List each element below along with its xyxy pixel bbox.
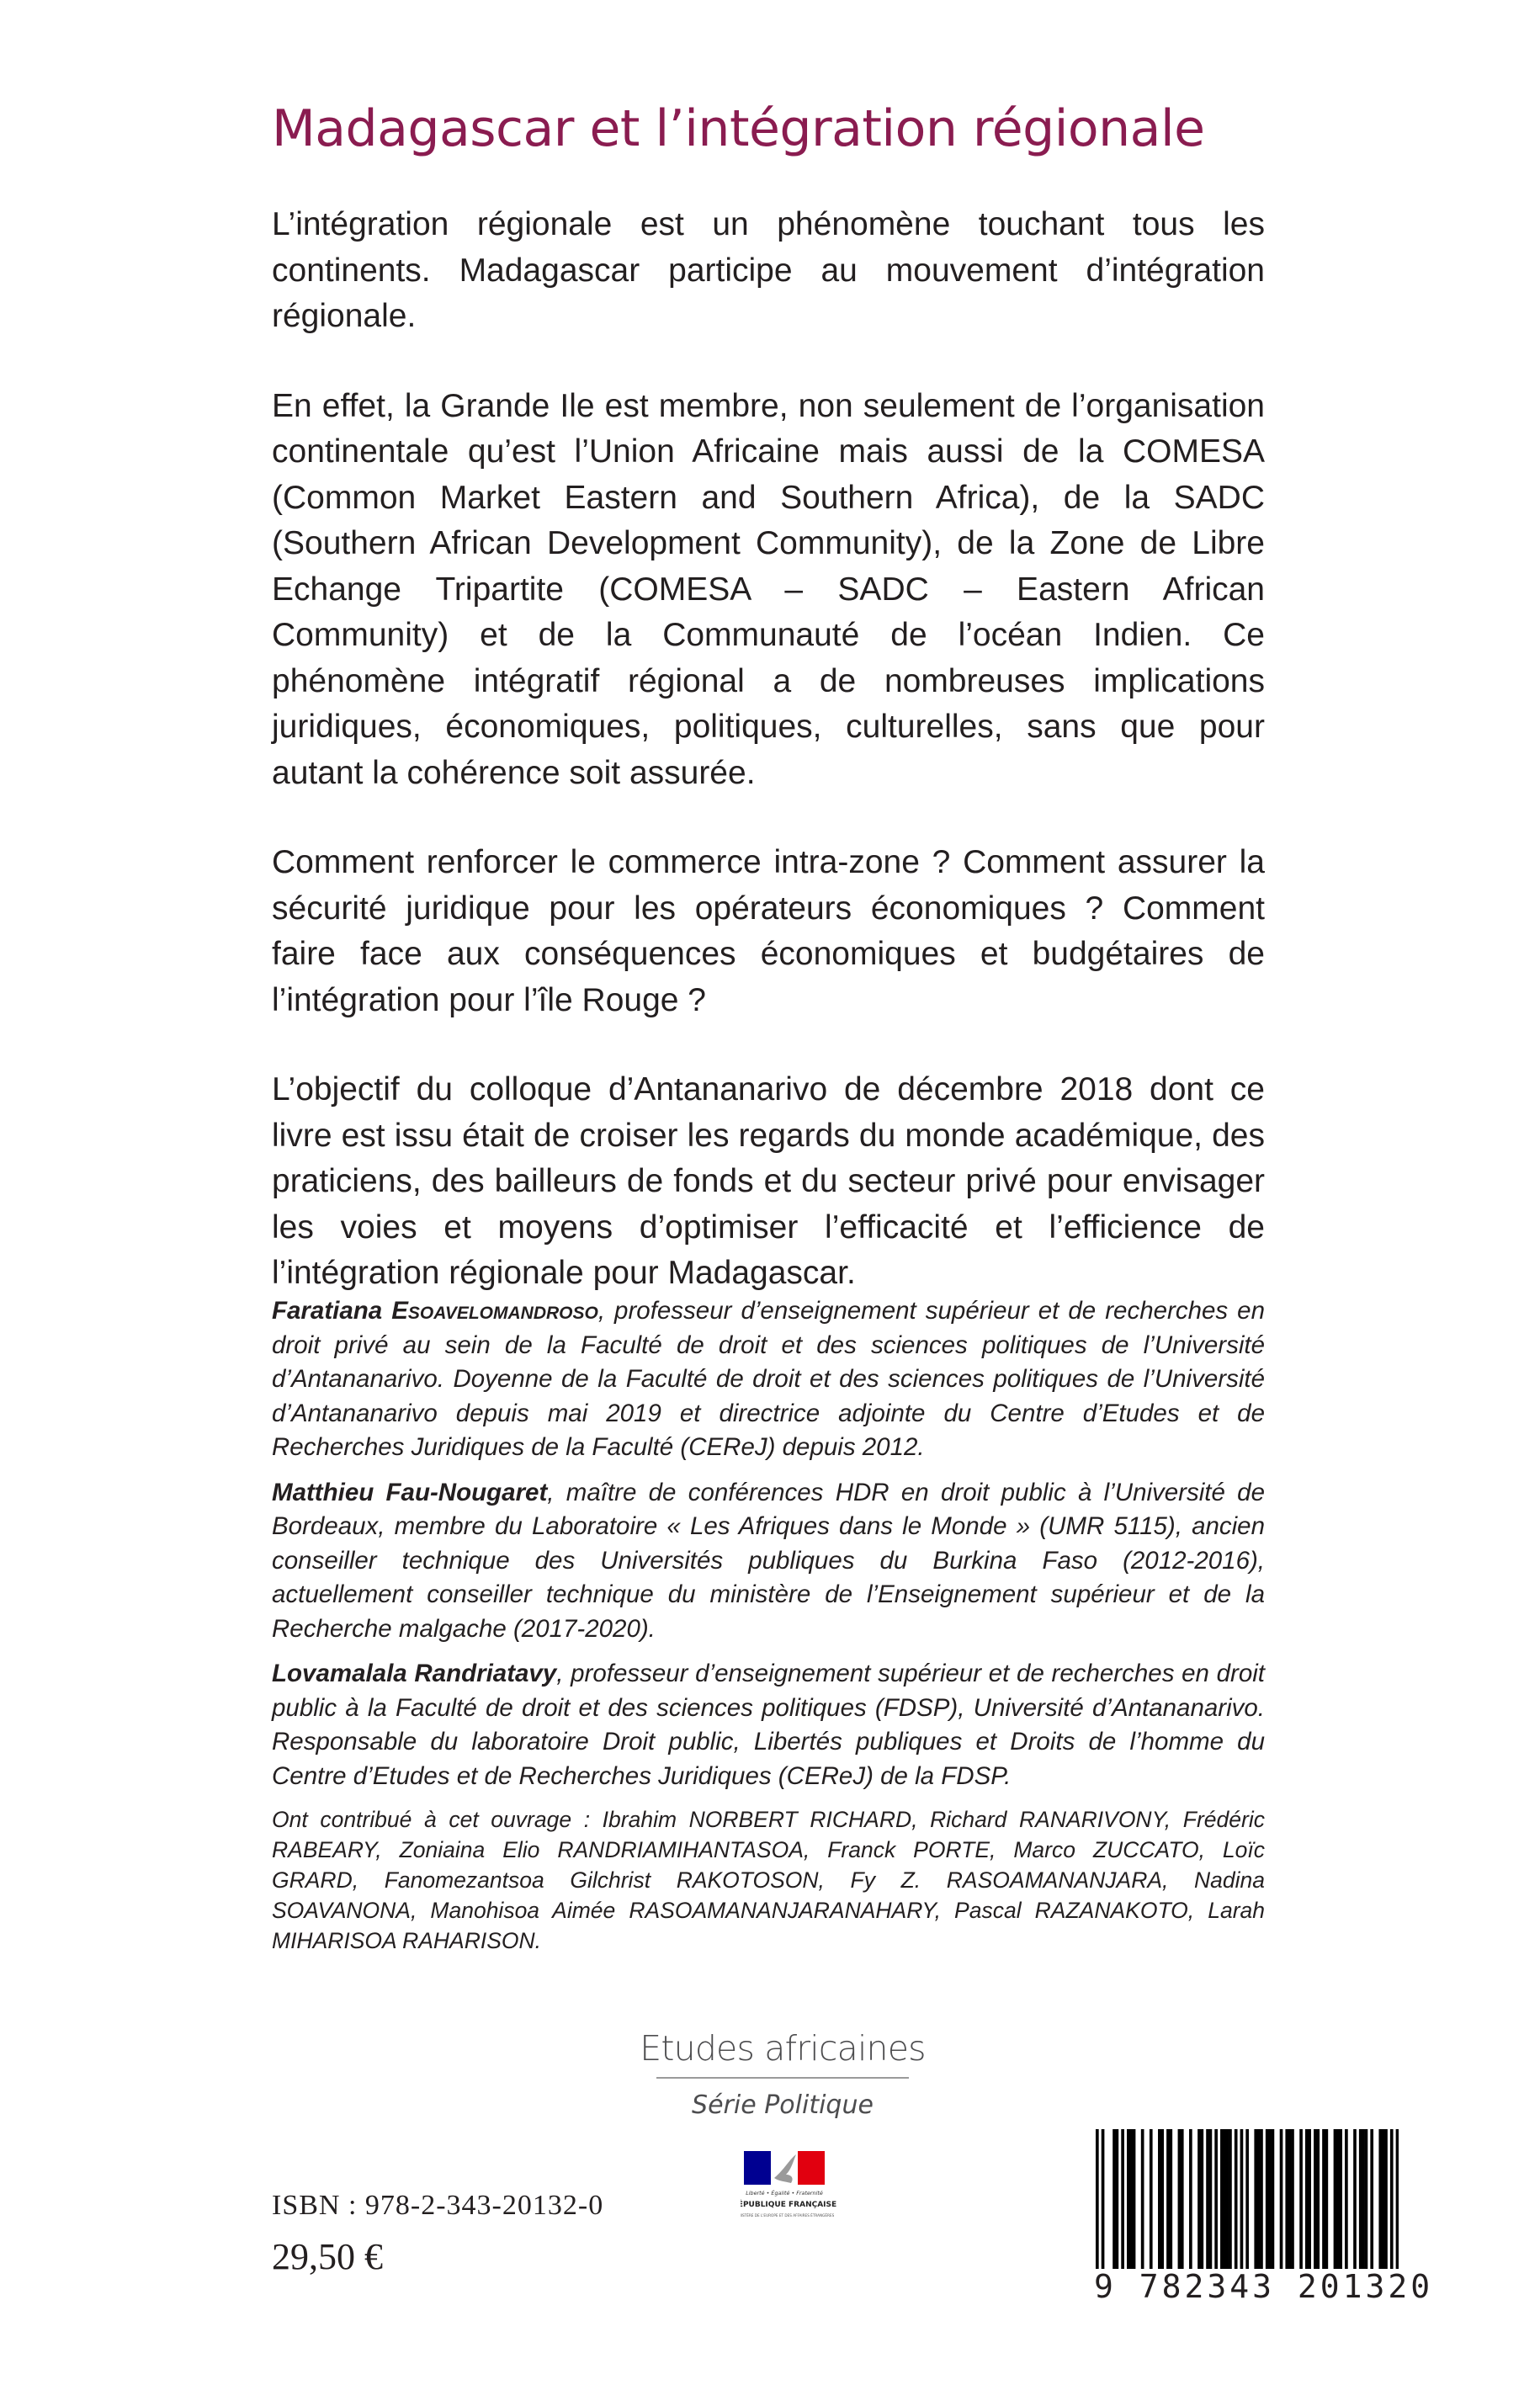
barcode-bar [1240,2129,1244,2284]
subseries-name: Série Politique [692,2090,874,2120]
barcode-bar [1305,2129,1309,2284]
summary-paragraph-2: En effet, la Grande Ile est membre, non seulement de l’organisation continentale qu’est l’Union Africaine mais aussi de la COMESA (Common Market Eastern and Southern Africa), de la SADC (Southern African Development Community), de la Zone de Libre Echange Tripartite (COMESA – SADC – Eastern African Community) et de la Communauté de l’océan Indien. Ce phénomène intégratif régional a de nombreuses implications juridiques, économiques, politiques, culturelles, sans que pour autant la cohérence soit assurée. [272,387,1265,791]
barcode-bar [1206,2129,1209,2284]
barcode-bar [1150,2129,1153,2284]
logo-caption: MINISTÈRE DE L'EUROPE ET DES AFFAIRES ÉTRANGÈRES [741,2213,835,2218]
barcode-bar [1285,2129,1288,2284]
marianne-logo [741,2149,842,2244]
summary-paragraph-3: Comment renforcer le commerce intra-zone ? Comment assurer la sécurité juridique pour les opérateurs économiques ? Comment faire face aux conséquences économiques et budgétaires de l’intégration pour l’île Rouge ? [272,844,1265,1018]
barcode-bar [1169,2129,1172,2284]
barcode-bar [1220,2129,1224,2284]
barcode-digits: 9 782343 201320 [1094,2268,1434,2305]
barcode-bar [1359,2129,1362,2284]
barcode-bar [1299,2129,1303,2284]
logo-motto: Liberté • Égalité • Fraternité [746,2190,823,2196]
author-bio-text-3: , professeur d’enseignement supérieur et de recherches en droit public à la Faculté de droit et des sciences politiques (FDSP), Université d’Antananarivo. Responsable du laboratoire Droit public, Libertés publiques et Droits de l’homme du Centre d’Etudes et de Recherches Juridiques (CEReJ) de la FDSP. [272,1660,1265,1790]
barcode-bar [1166,2129,1170,2284]
author-bio-text-1: , professeur d’enseignement supérieur et de recherches en droit privé au sein de la Faculté de droit et des sciences politiques de l’Université d’Antananarivo. Doyenne de la Faculté de droit et des sciences politiques de l’Université d’Antananarivo depuis mai 2019 et directrice adjointe du Centre d’Etudes et de Recherches Juridiques de la Faculté (CEReJ) depuis 2012. [272,1297,1265,1461]
barcode-bar [1160,2129,1164,2284]
barcode-bar [1272,2129,1275,2284]
barcode-bar [1257,2129,1261,2284]
barcode-bar [1288,2129,1292,2284]
logo-republic: RÉPUBLIQUE FRANÇAISE [741,2201,837,2209]
author-name-1 [272,1297,598,1325]
barcode-bar [1254,2129,1257,2284]
summary-text [272,202,1265,1341]
barcode-bar [1266,2129,1269,2284]
barcode-bar [1133,2129,1136,2284]
author-bio-text-2: , maître de conférences HDR en droit public à l’Université de Bordeaux, membre du Laboratoire « Les Afriques dans le Monde » (UMR 5115), ancien conseiller technique des Universités publiques du Burkina Faso (2012-2016), actuellement conseiller technique du ministère de l’Enseignement supérieur et de la Recherche malgache (2017-2020). [272,1478,1265,1643]
series-divider [656,2077,909,2079]
book-title: Madagascar et l’intégration régionale [272,99,1205,158]
barcode-bar [1308,2129,1311,2284]
barcode-bar [1353,2129,1357,2284]
barcode-bar [1209,2129,1213,2284]
barcode-bar [1345,2129,1348,2284]
barcode-bar [1116,2129,1119,2284]
barcode-bar [1384,2129,1388,2284]
barcode-bar [1362,2129,1365,2284]
barcode-bar [1365,2129,1368,2284]
author-bios [272,1294,1265,1967]
barcode-bar [1158,2129,1161,2284]
barcode-bar [1200,2129,1203,2284]
barcode-bar [1113,2129,1116,2284]
barcode-bar [1178,2129,1182,2284]
barcode-bar [1181,2129,1184,2284]
author-bio-3 [272,1657,1265,1793]
collection-name: Etudes africaines [640,2028,926,2069]
barcode-bar [1121,2129,1124,2284]
isbn: ISBN : 978-2-343-20132-0 [272,2190,604,2221]
barcode-bar [1325,2129,1329,2284]
barcode-bar [1141,2129,1144,2284]
barcode-bar [1322,2129,1325,2284]
barcode-bar [1291,2129,1294,2284]
barcode-bar [1316,2129,1320,2284]
barcode-bar [1378,2129,1382,2284]
barcode-bar [1197,2129,1201,2284]
author-bio-1 [272,1294,1265,1465]
barcode-bar [1336,2129,1340,2284]
barcode-bar [1382,2129,1385,2284]
author-bio-2 [272,1476,1265,1647]
barcode-bar [1370,2129,1373,2284]
summary-paragraph-4: L’objectif du colloque d’Antananarivo de décembre 2018 dont ce livre est issu était de croiser les regards du monde académique, des praticiens, des bailleurs de fonds et du secteur privé pour envisager les voies et moyens d’optimiser l’efficacité et l’efficience de l’intégration régionale pour Madagascar. [272,1071,1265,1291]
price: 29,50 € [272,2236,383,2277]
author-name-2: Matthieu Fau-Nougaret [272,1478,548,1506]
barcode-bar [1314,2129,1317,2284]
barcode-bar [1245,2129,1249,2284]
barcode-bar [1189,2129,1192,2284]
barcode-bar [1127,2129,1130,2284]
author-first-name-1: Faratiana [272,1297,383,1325]
barcode-bar [1260,2129,1263,2284]
barcode-bar [1339,2129,1342,2284]
barcode-bar [1129,2129,1133,2284]
contributors-list: Ont contribué à cet ouvrage : Ibrahim NORBERT RICHARD, Richard RANARIVONY, Frédéric RABEARY, Zoniaina Elio RANDRIAMIHANTASOA, Franck PORTE, Marco ZUCCATO, Loïc GRARD, Fanomezantsoa Gilchrist RAKOTOSON, Fy Z. RASOAMANANJARA, Nadina SOAVANONA, Manohisoa Aimée RASOAMANANJARANAHARY, Pascal RAZANAKOTO, Larah MIHARISOA RAHARISON. [272,1807,1265,1953]
barcode-bar [1214,2129,1218,2284]
author-name-3: Lovamalala Randriatavy [272,1660,557,1687]
summary-paragraph-1: L’intégration régionale est un phénomène touchant tous les continents. Madagascar participe au mouvement d’intégration régionale. [272,206,1265,334]
series-block [640,2028,926,2120]
barcode-bar [1334,2129,1337,2284]
author-last-name-1: Esoavelomandroso [391,1297,598,1325]
barcode-bar [1280,2129,1283,2284]
barcode-bar [1268,2129,1272,2284]
